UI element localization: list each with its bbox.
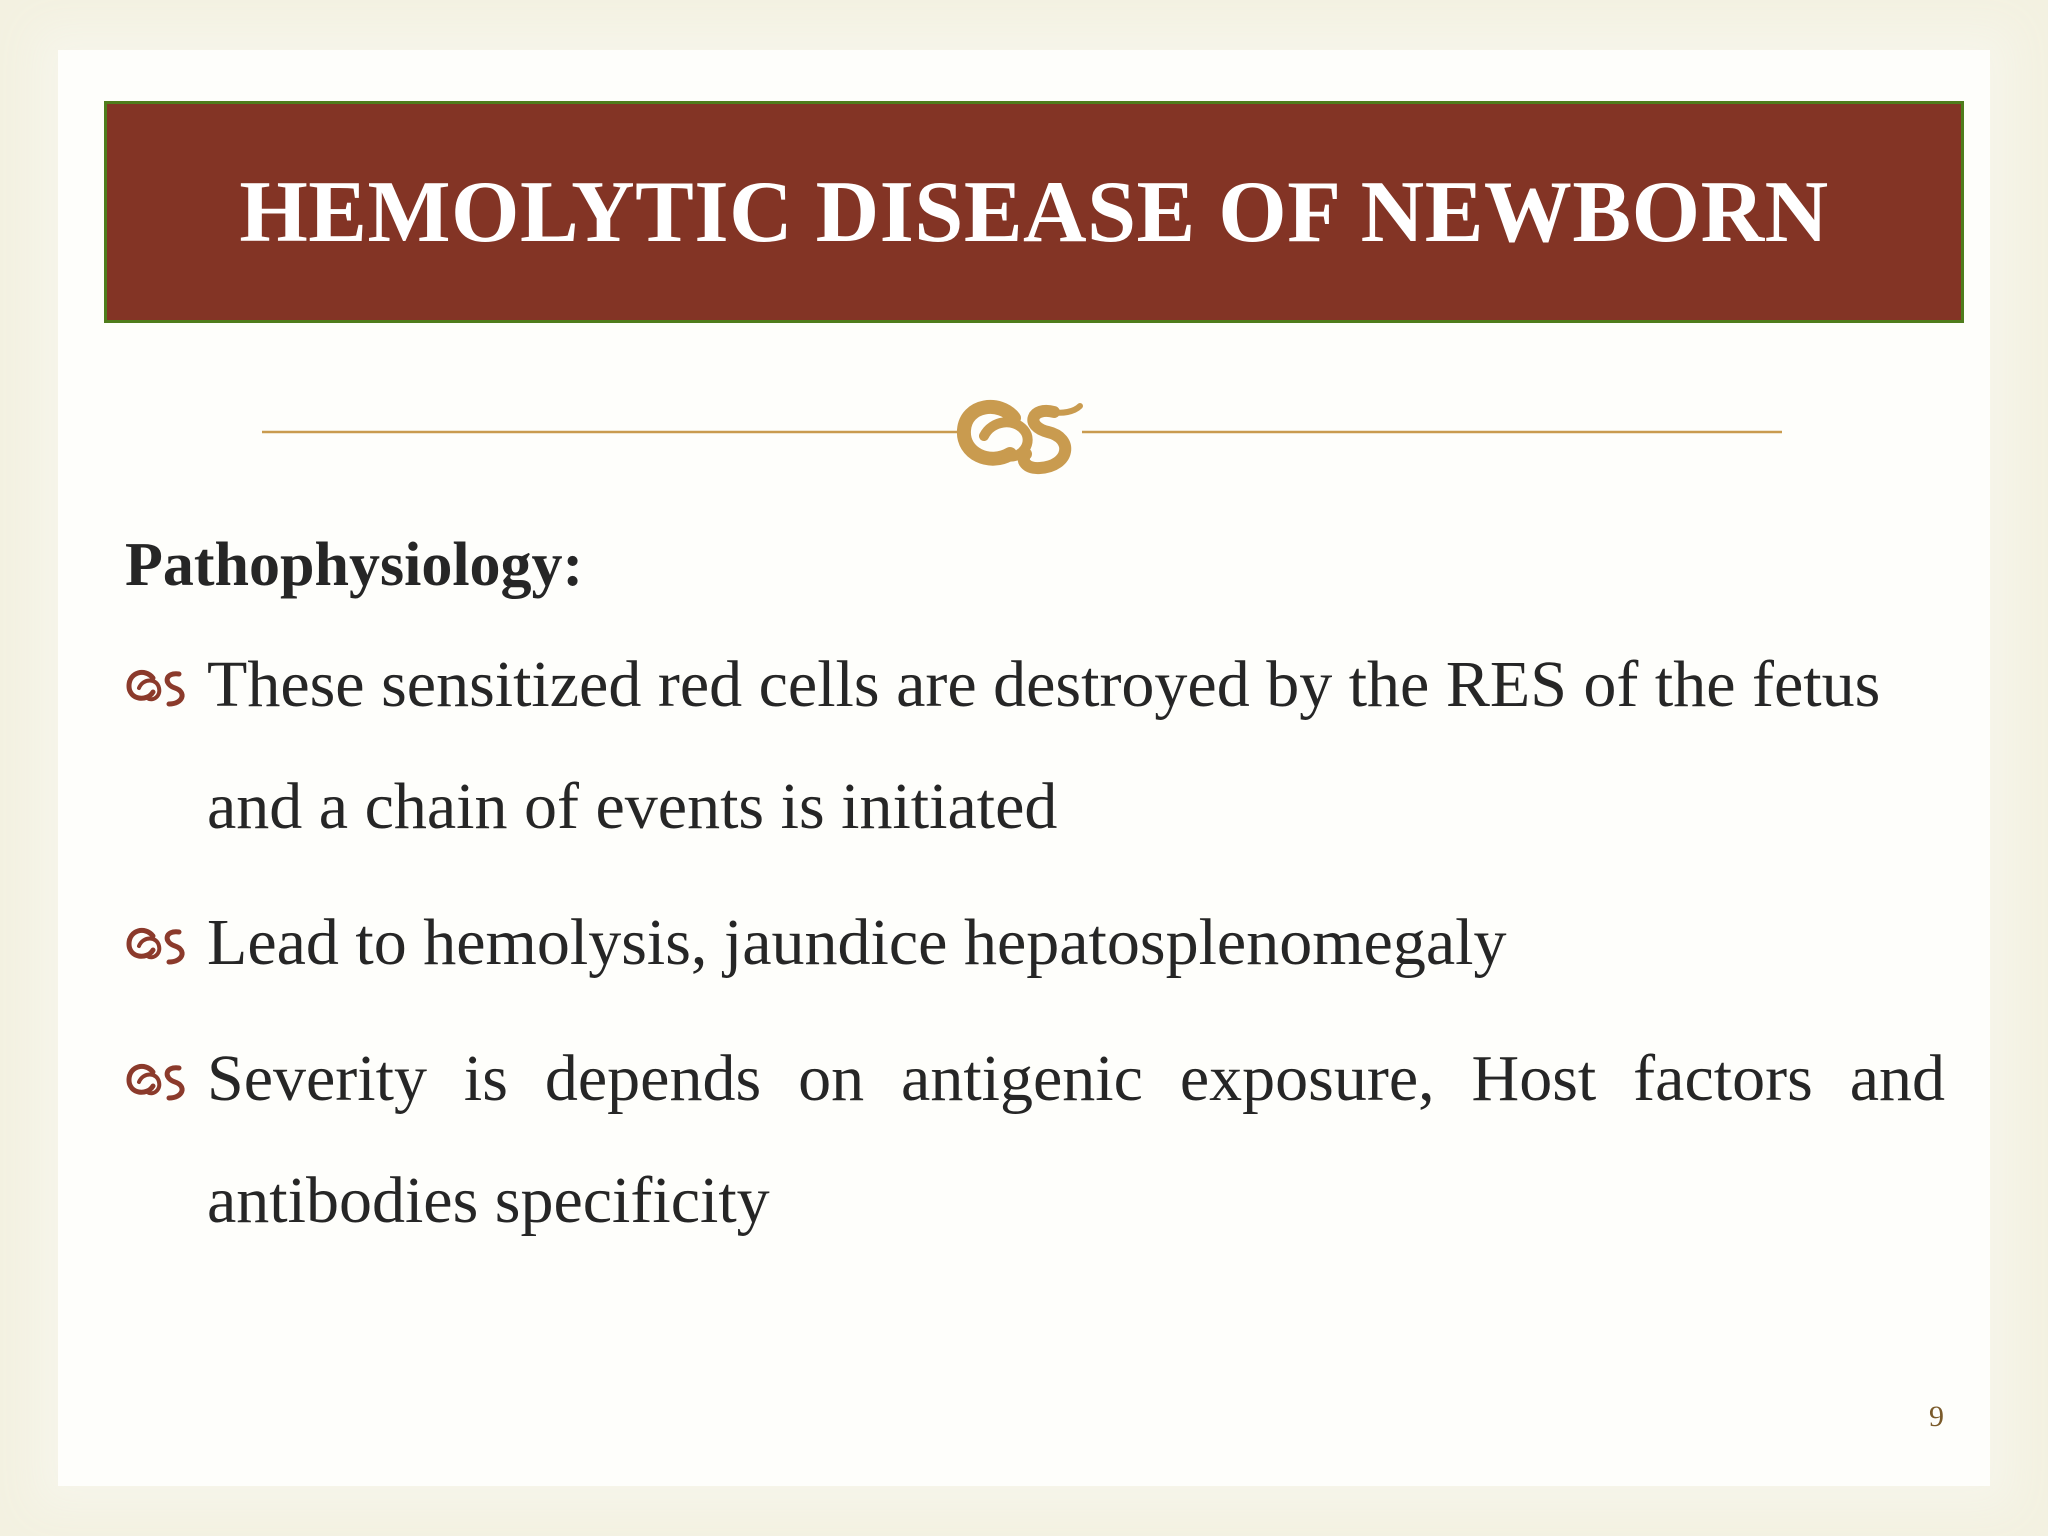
- bullet-text: Severity is depends on antigenic exposure, Host factors and antibodies specificity: [207, 1042, 1945, 1237]
- bullet-text: Lead to hemolysis, jaundice hepatosplenomegaly: [207, 906, 1507, 979]
- ornamental-divider: [262, 370, 1782, 490]
- bullet-text: These sensitized red cells are destroyed by the RES of the fetus and a chain of events is initiated: [207, 648, 1881, 843]
- bullet-item: [125, 882, 1945, 1004]
- swirl-bullet-icon: [125, 664, 191, 708]
- slide-title: HEMOLYTIC DISEASE OF NEWBORN: [239, 163, 1829, 261]
- swirl-bullet-icon: [125, 922, 191, 966]
- page-number: 9: [1929, 1400, 1944, 1433]
- title-banner: [104, 101, 1964, 323]
- swirl-ornament-icon: [262, 370, 1782, 490]
- swirl-bullet-icon: [125, 1058, 191, 1102]
- section-heading: Pathophysiology:: [125, 531, 584, 599]
- bullet-item: [125, 624, 1945, 868]
- bullet-item: [125, 1018, 1945, 1262]
- slide-body: [125, 520, 1945, 1262]
